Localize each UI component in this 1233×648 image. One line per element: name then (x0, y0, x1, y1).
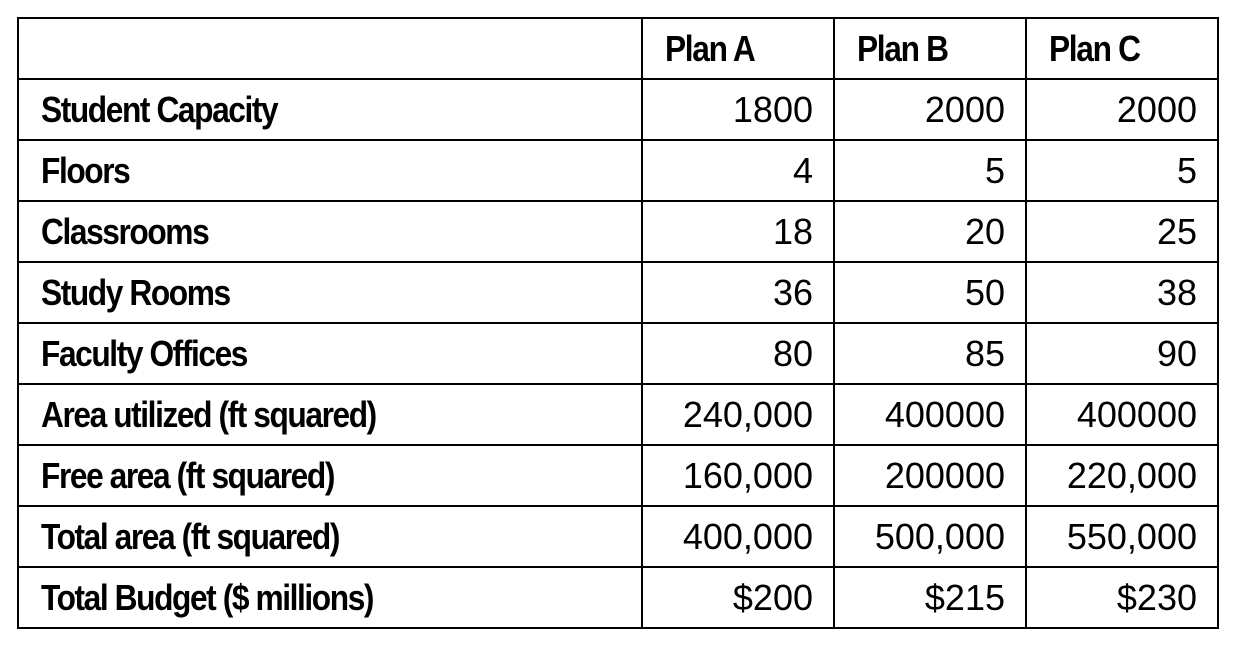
row-label-text: Faculty Offices (41, 332, 248, 374)
cell-value: 50 (834, 262, 1026, 323)
row-label (18, 201, 642, 262)
cell-value: 85 (834, 323, 1026, 384)
row-label (18, 506, 642, 567)
cell-value: 5 (1026, 140, 1218, 201)
table-row (18, 384, 1218, 445)
table-row (18, 506, 1218, 567)
row-label-text: Total Budget ($ millions) (41, 576, 374, 618)
cell-value: 160,000 (642, 445, 834, 506)
column-header-label: Plan A (665, 27, 755, 69)
row-label-text: Free area (ft squared) (41, 454, 334, 496)
cell-value: 38 (1026, 262, 1218, 323)
table-row (18, 445, 1218, 506)
cell-value: 25 (1026, 201, 1218, 262)
cell-value: $215 (834, 567, 1026, 628)
row-label (18, 140, 642, 201)
column-header-plan-c (1026, 18, 1218, 79)
table-row (18, 201, 1218, 262)
row-label (18, 79, 642, 140)
cell-value: 20 (834, 201, 1026, 262)
cell-value: 18 (642, 201, 834, 262)
column-header-label: Plan B (857, 27, 948, 69)
table-row (18, 323, 1218, 384)
row-label-text: Classrooms (41, 210, 209, 252)
cell-value: 500,000 (834, 506, 1026, 567)
table-row (18, 567, 1218, 628)
cell-value: $230 (1026, 567, 1218, 628)
cell-value: 240,000 (642, 384, 834, 445)
cell-value: 400,000 (642, 506, 834, 567)
row-label-text: Area utilized (ft squared) (41, 393, 376, 435)
row-label-text: Total area (ft squared) (41, 515, 339, 557)
cell-value: 90 (1026, 323, 1218, 384)
cell-value: 200000 (834, 445, 1026, 506)
column-header-plan-b (834, 18, 1026, 79)
row-label (18, 445, 642, 506)
row-label-text: Study Rooms (41, 271, 230, 313)
row-label-text: Floors (41, 149, 130, 191)
cell-value: 400000 (834, 384, 1026, 445)
cell-value: 1800 (642, 79, 834, 140)
cell-value: 2000 (1026, 79, 1218, 140)
row-label (18, 384, 642, 445)
plan-comparison-table (17, 17, 1219, 629)
header-row (18, 18, 1218, 79)
cell-value: 400000 (1026, 384, 1218, 445)
row-label (18, 262, 642, 323)
corner-cell (18, 18, 642, 79)
cell-value: 5 (834, 140, 1026, 201)
cell-value: 220,000 (1026, 445, 1218, 506)
column-header-label: Plan C (1049, 27, 1140, 69)
table-row (18, 140, 1218, 201)
table-row (18, 79, 1218, 140)
cell-value: 2000 (834, 79, 1026, 140)
column-header-plan-a (642, 18, 834, 79)
cell-value: $200 (642, 567, 834, 628)
cell-value: 36 (642, 262, 834, 323)
row-label (18, 567, 642, 628)
table-row (18, 262, 1218, 323)
row-label (18, 323, 642, 384)
cell-value: 80 (642, 323, 834, 384)
cell-value: 4 (642, 140, 834, 201)
row-label-text: Student Capacity (41, 88, 278, 130)
cell-value: 550,000 (1026, 506, 1218, 567)
